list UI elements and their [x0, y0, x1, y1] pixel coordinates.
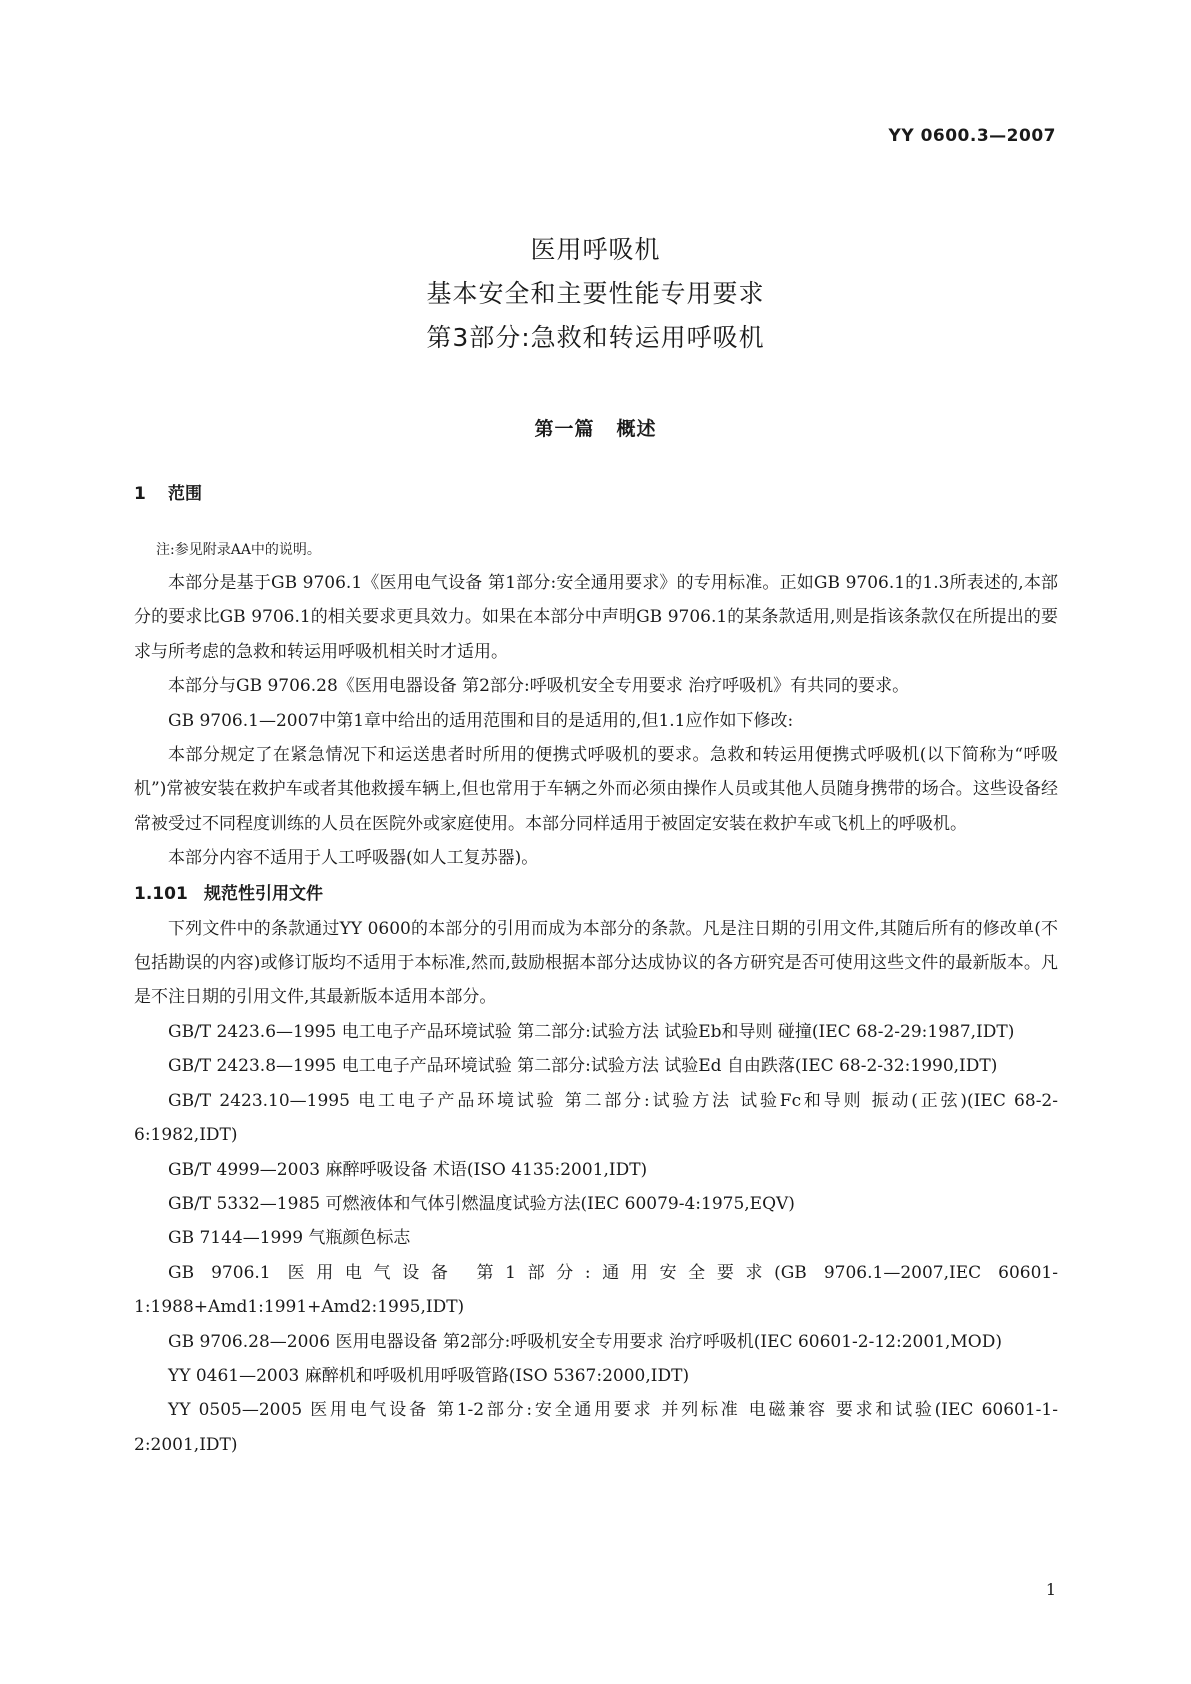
section-number: 1.101 [134, 883, 188, 904]
paragraph: 本部分与GB 9706.28《医用电器设备 第2部分:呼吸机安全专用要求 治疗呼吸机》有共同的要求。 [168, 676, 910, 697]
paragraph: 本部分是基于GB 9706.1《医用电气设备 第1部分:安全通用要求》的专用标准。正如GB 9706.1的1.3所表述的,本部分的要求比GB 9706.1的相关要求更具效力。如果在本部分中声明GB 9706.1的某条款适用,则是指该条款仅在所提出的要求与所考虑的急救和转运用呼吸机相关时才适用。 [134, 573, 1058, 662]
document-body [134, 476, 1058, 1462]
part-heading [0, 414, 1191, 441]
reference-item: YY 0461—2003 麻醉机和呼吸机用呼吸管路(ISO 5367:2000,IDT) [168, 1365, 690, 1386]
reference-item: GB/T 4999—2003 麻醉呼吸设备 术语(ISO 4135:2001,IDT) [168, 1159, 648, 1180]
page-number: 1 [1045, 1580, 1056, 1599]
section-title: 范围 [168, 484, 202, 504]
reference-item: GB 7144—1999 气瓶颜色标志 [168, 1228, 411, 1249]
paragraph: 本部分规定了在紧急情况下和运送患者时所用的便携式呼吸机的要求。急救和转运用便携式呼吸机(以下简称为“呼吸机”)常被安装在救护车或者其他救援车辆上,但也常用于车辆之外而必须由操作人员或其他人员随身携带的场合。这些设备经常被受过不同程度训练的人员在医院外或家庭使用。本部分同样适用于被固定安装在救护车或飞机上的呼吸机。 [134, 745, 1058, 834]
reference-item: GB 9706.28—2006 医用电器设备 第2部分:呼吸机安全专用要求 治疗呼吸机(IEC 60601-2-12:2001,MOD) [168, 1331, 1002, 1352]
title-line-2: 基本安全和主要性能专用要求 [426, 279, 765, 308]
section-title: 规范性引用文件 [204, 883, 323, 904]
paragraph: GB 9706.1—2007中第1章中给出的适用范围和目的是适用的,但1.1应作如下修改: [168, 710, 794, 731]
part-heading-name: 概述 [616, 418, 657, 440]
paragraph: 下列文件中的条款通过YY 0600的本部分的引用而成为本部分的条款。凡是注日期的引用文件,其随后所有的修改单(不包括勘误的内容)或修订版均不适用于本标准,然而,鼓励根据本部分达成协议的各方研究是否可使用这些文件的最新版本。凡是不注日期的引用文件,其最新版本适用本部分。 [134, 918, 1058, 1008]
section-1-101-heading [134, 876, 1058, 912]
section-number: 1 [134, 484, 146, 504]
reference-item: GB/T 2423.6—1995 电工电子产品环境试验 第二部分:试验方法 试验Eb和导则 碰撞(IEC 68-2-29:1987,IDT) [168, 1021, 1015, 1042]
reference-item: GB/T 5332—1985 可燃液体和气体引燃温度试验方法(IEC 60079-4:1975,EQV) [168, 1193, 795, 1214]
reference-item: GB/T 2423.8—1995 电工电子产品环境试验 第二部分:试验方法 试验Ed 自由跌落(IEC 68-2-32:1990,IDT) [168, 1056, 998, 1077]
reference-item: GB/T 2423.10—1995 电工电子产品环境试验 第二部分:试验方法 试验Fc和导则 振动(正弦)(IEC 68-2-6:1982,IDT) [134, 1090, 1058, 1146]
part-heading-number: 第一篇 [534, 418, 595, 440]
reference-item: GB 9706.1 医用电气设备 第1部分:通用安全要求(GB 9706.1—2007,IEC 60601-1:1988+Amd1:1991+Amd2:1995,IDT) [134, 1262, 1058, 1318]
title-line-3: 第3部分:急救和转运用呼吸机 [426, 323, 765, 352]
title-line-1: 医用呼吸机 [530, 235, 661, 264]
section-1-heading [134, 476, 1058, 512]
scope-note: 注:参见附录AA中的说明。 [156, 542, 321, 558]
standard-number: YY 0600.3—2007 [888, 126, 1056, 146]
paragraph: 本部分内容不适用于人工呼吸器(如人工复苏器)。 [168, 848, 539, 869]
reference-item: YY 0505—2005 医用电气设备 第1-2部分:安全通用要求 并列标准 电磁兼容 要求和试验(IEC 60601-1-2:2001,IDT) [134, 1400, 1058, 1455]
